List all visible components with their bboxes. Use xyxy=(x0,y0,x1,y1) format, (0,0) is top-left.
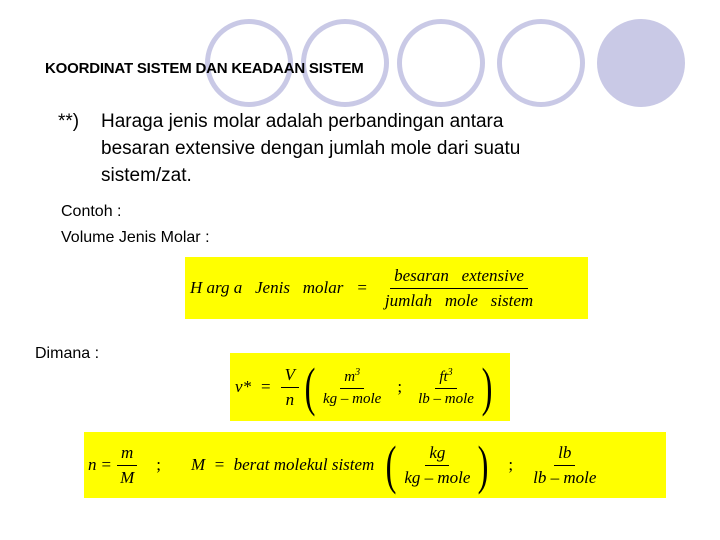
eq2-unit-imperial xyxy=(414,367,478,408)
left-paren: ( xyxy=(304,357,316,417)
right-paren: ) xyxy=(481,357,493,417)
eq3-unit-metric xyxy=(400,443,474,488)
equation-harga-jenis-molar xyxy=(185,257,588,319)
decor-circle-4 xyxy=(497,19,585,107)
example-label: Contoh : xyxy=(61,203,122,220)
eq3-separator-1: ; xyxy=(156,455,161,474)
bullet-line-2: besaran extensive dengan jumlah mole dari suatu xyxy=(101,138,521,159)
eq2-unit-ft-exp: 3 xyxy=(447,366,453,378)
eq2-unit-m: m xyxy=(344,368,356,385)
example-subtitle: Volume Jenis Molar : xyxy=(61,229,210,246)
eq3-unit-imperial xyxy=(529,443,600,488)
eq1-denominator: jumlah mole sistem xyxy=(384,290,534,310)
eq2-unit-metric-num xyxy=(340,367,364,389)
eq3-unit-imperial-den: lb – mole xyxy=(533,467,597,487)
eq3-equals: = xyxy=(101,455,112,474)
eq3-numerator: m xyxy=(117,443,137,466)
eq2-units-group xyxy=(301,357,496,417)
eq3-unit-metric-den: kg – mole xyxy=(404,467,471,487)
equation-volume-molar xyxy=(230,353,510,421)
dimana-label: Dimana : xyxy=(35,345,100,362)
eq2-lhs: v* xyxy=(235,377,252,396)
bullet-line-1: Haraga jenis molar adalah perbandingan antara xyxy=(101,111,504,132)
decor-circle-5 xyxy=(597,19,685,107)
eq2-separator: ; xyxy=(397,377,403,396)
eq1-fraction xyxy=(381,266,537,311)
eq2-unit-imperial-num xyxy=(435,367,456,389)
eq2-numerator: V xyxy=(281,365,299,388)
eq2-unit-metric-den: kg – mole xyxy=(323,390,382,407)
eq2-denominator: n xyxy=(285,389,295,409)
eq3-unit-imperial-num: lb xyxy=(554,443,575,466)
eq2-fraction xyxy=(281,365,299,410)
eq3-fraction xyxy=(116,443,138,488)
eq2-unit-ft: ft xyxy=(439,368,448,385)
eq1-equals: = xyxy=(357,278,367,297)
eq2-equals: = xyxy=(261,377,271,396)
eq1-numerator: besaran extensive xyxy=(390,266,528,289)
eq3-definition: M = berat molekul sistem xyxy=(191,455,375,474)
eq2-unit-metric xyxy=(319,367,385,408)
eq3-denominator: M xyxy=(120,467,135,487)
eq3-unit-metric-num: kg xyxy=(425,443,449,466)
equation-mole-count xyxy=(84,432,666,498)
eq3-units-group-2 xyxy=(529,443,600,488)
right-paren: ) xyxy=(478,435,489,495)
bullet-marker: **) xyxy=(58,111,80,132)
eq2-unit-imperial-den: lb – mole xyxy=(418,390,474,407)
eq3-lhs: n xyxy=(88,455,97,474)
bullet-text xyxy=(101,108,671,189)
eq2-unit-m-exp: 3 xyxy=(355,366,361,378)
bullet-line-3: sistem/zat. xyxy=(101,165,192,186)
decor-circle-3 xyxy=(397,19,485,107)
eq3-units-group xyxy=(382,435,492,495)
eq1-lhs: H arg a Jenis molar xyxy=(190,278,344,297)
left-paren: ( xyxy=(385,435,397,495)
slide-title: KOORDINAT SISTEM DAN KEADAAN SISTEM xyxy=(45,60,364,77)
eq3-separator-2: ; xyxy=(508,455,514,474)
